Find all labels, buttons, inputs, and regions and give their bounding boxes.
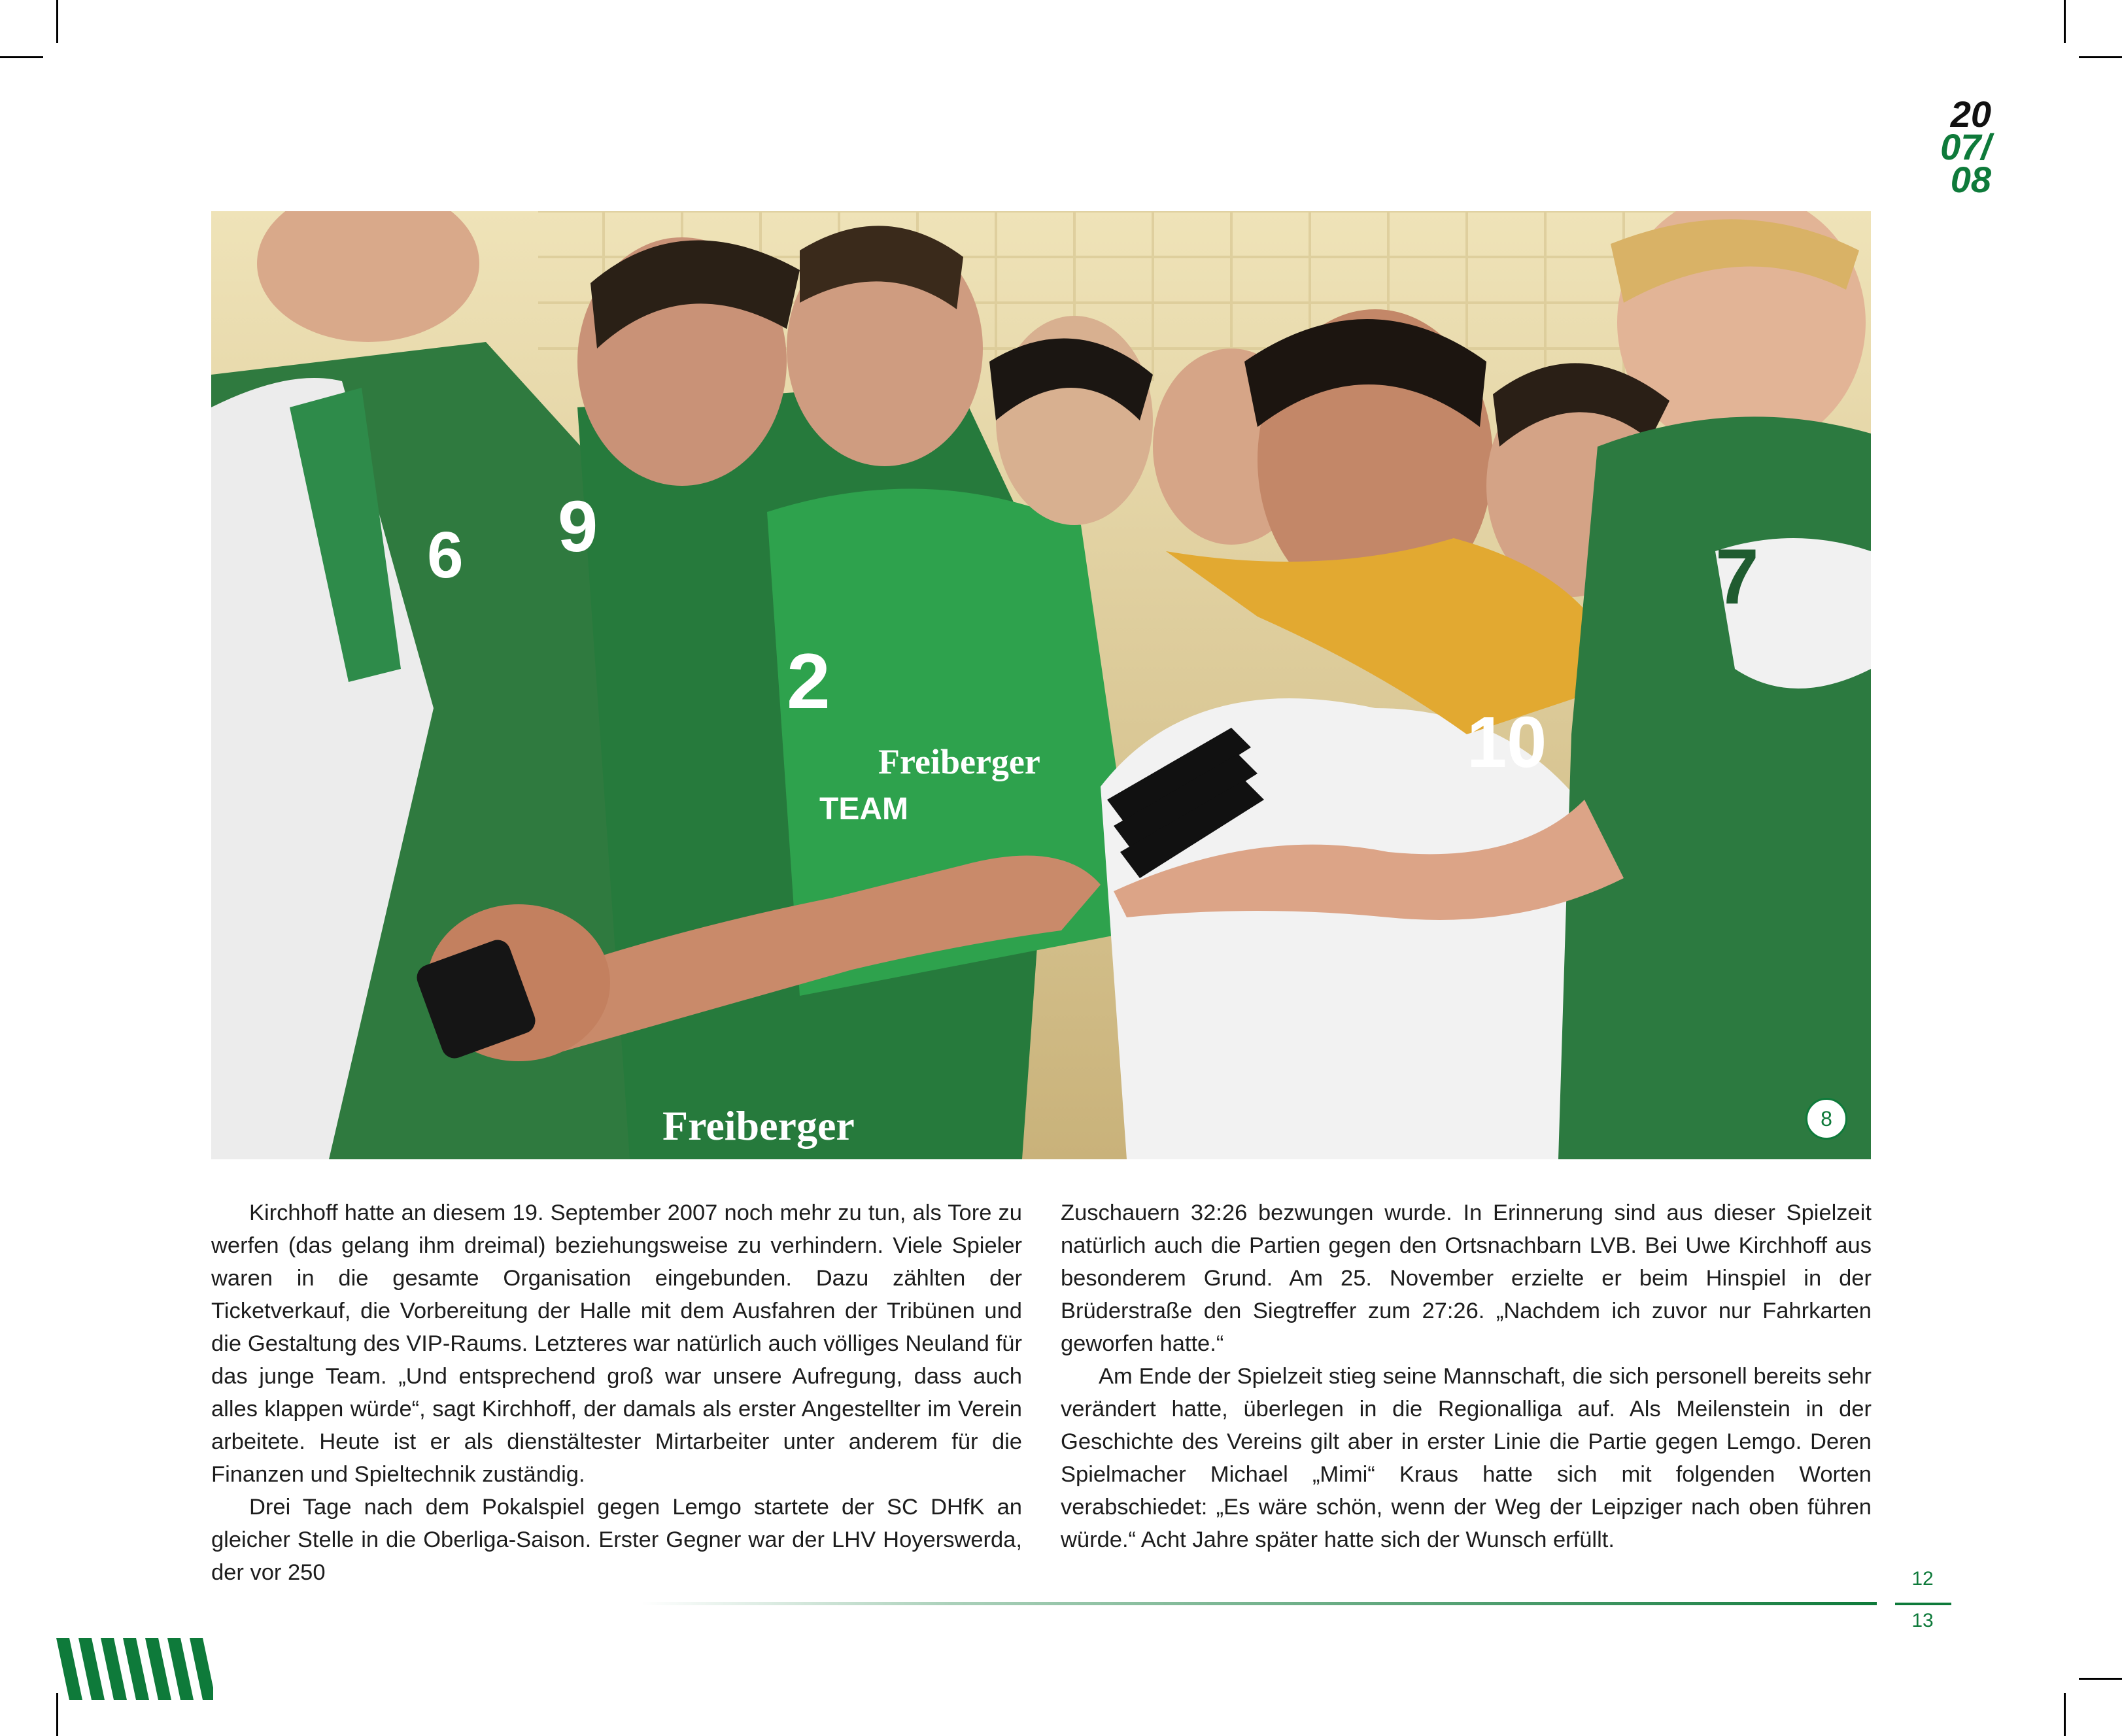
crop-mark-bottom-right-v [2064,1693,2066,1736]
crop-mark-top-right-h [2079,56,2122,58]
page-number-divider [1895,1603,1951,1605]
photo-number-badge: 8 [1805,1098,1847,1140]
jersey-team-text: TEAM [819,792,908,826]
crop-mark-top-right-v [2064,0,2066,43]
jersey-sponsor-bottom-text: Freiberger [662,1102,855,1149]
jersey-number-2: 2 [787,638,830,725]
article-column-right [1061,1197,1872,1556]
season-line-3: 08 [1950,159,1991,200]
jersey-number-10: 10 [1467,702,1547,783]
crop-mark-bottom-right-h [2079,1678,2122,1680]
page-number-right: 13 [1911,1610,1934,1631]
article-column-left [211,1197,1022,1589]
brand-stripes-logo [56,1638,213,1700]
crop-mark-top-left-v [56,0,58,43]
crop-mark-top-left-h [0,56,43,58]
season-line-1: 20 [1950,94,1991,135]
paragraph: Kirchhoff hatte an diesem 19. September 2007 noch mehr zu tun, als Tore zu werfen (das gelang ihm dreimal) beziehungsweise zu verhindern. Viele Spieler waren in die gesamte Organisation eingebunden. Dazu zählten der Ticketverkauf, die Vorbereitung der Halle mit dem Ausfahren der Tribünen und die Gestaltung des VIP-Raums. Letzteres war natürlich auch völliges Neuland für das junge Team. „Und entsprechend groß war unsere Aufregung, dass auch alles klappen würde“, sagt Kirchhoff, der damals als erster Angestellter im Verein arbeitete. Heute ist er als dienstältester Mirtarbeiter unter anderem für die Finanzen und Spieltechnik zuständig. [211,1200,1022,1487]
jersey-sponsor-text: Freiberger [878,742,1040,781]
page-number-left: 12 [1911,1568,1934,1590]
season-line-2: 07/ [1940,126,1991,167]
paragraph: Zuschauern 32:26 bezwungen wurde. In Erinnerung sind aus dieser Spielzeit natürlich auch die Partien gegen den Ortsnachbarn LVB. Bei Uwe Kirchhoff aus besonderem Grund. Am 25. November erzielte er beim Hinspiel in der Brüderstraße den Siegtreffer zum 27:26. „Nachdem ich zuvor nur Fahrkarten geworfen hatte.“ [1061,1200,1872,1356]
paragraph: Am Ende der Spielzeit stieg seine Mannschaft, die sich personell bereits sehr verändert hatte, überlegen in die Regionalliga auf. Als Meilenstein in der Geschichte des Vereins gilt aber in erster Linie die Partie gegen Lemgo. Deren Spielmacher Michael „Mimi“ Kraus hatte sich mit folgenden Worten verabschiedet: „Es wäre schön, wenn der Weg der Leipziger nach oben führen würde.“ Acht Jahre später hatte sich der Wunsch erfüllt. [1061,1364,1872,1552]
jersey-number-9: 9 [558,486,598,567]
team-celebration-photo [211,211,1871,1159]
jersey-number-7: 7 [1715,533,1759,621]
jersey-number-6: 6 [427,519,464,592]
paragraph: Drei Tage nach dem Pokalspiel gegen Lemgo startete der SC DHfK an gleicher Stelle in die Oberliga-Saison. Erster Gegner war der LHV Hoyerswerda, der vor 250 [211,1495,1022,1585]
season-label [1913,94,1991,200]
footer-rule [641,1602,1877,1605]
